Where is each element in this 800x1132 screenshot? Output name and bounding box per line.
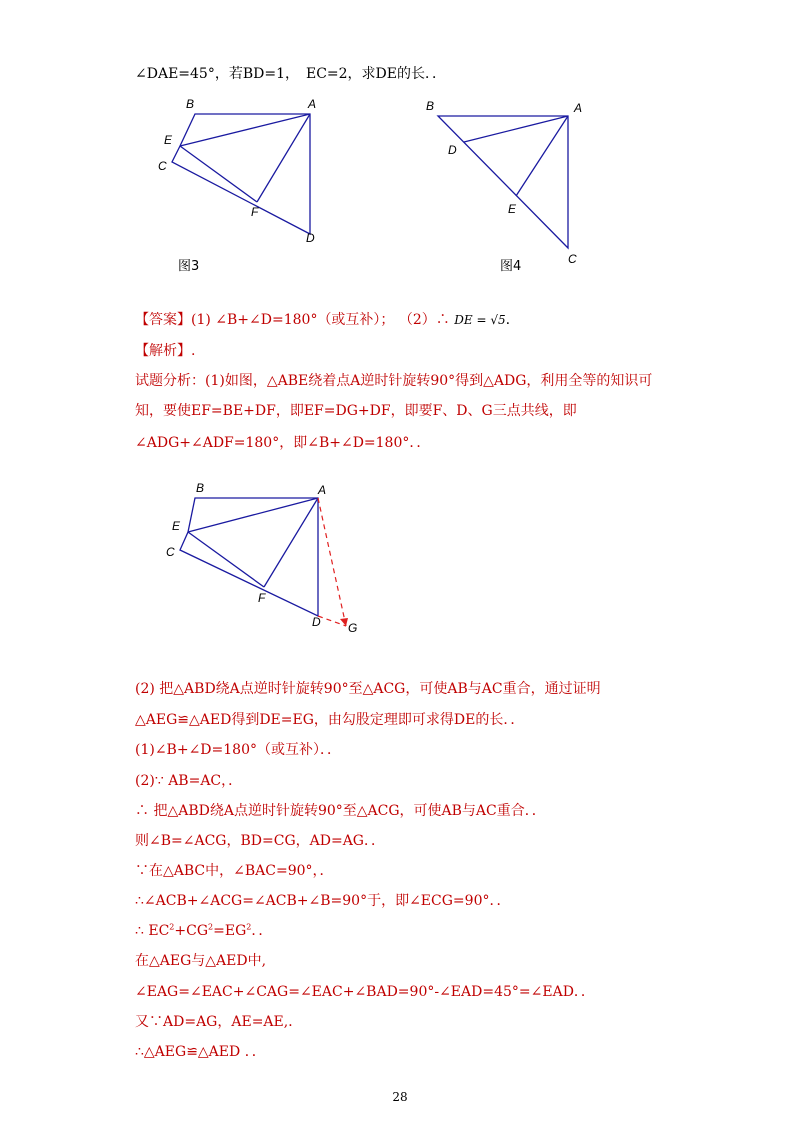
answer-part2-prefix: （2）∴ <box>398 312 450 328</box>
pythagoras-line <box>135 922 272 940</box>
pythag-prefix: ∴ EC <box>135 923 170 939</box>
label-E: E <box>172 519 181 533</box>
solution-line-4: (2)∵ AB=AC，． <box>135 773 243 789</box>
label-D: D <box>306 231 315 245</box>
solution-line-6: 则∠B=∠ACG，BD=CG，AD=AG．． <box>135 833 385 849</box>
label-A: A <box>574 101 583 115</box>
solution2-line-1: 在△AEG与△AED中, <box>135 953 267 969</box>
label-D: D <box>448 143 457 157</box>
figure-5 <box>160 478 390 653</box>
label-E: E <box>164 133 173 147</box>
answer-formula: DE = √5 <box>454 313 506 327</box>
solution-line-7: ∵在△ABC中，∠BAC=90°，． <box>135 863 334 879</box>
label-D: D <box>312 615 321 629</box>
pythag-mid2: =EG <box>213 923 247 939</box>
figure-4-caption: 图4 <box>500 259 522 274</box>
analysis-line-1: 试题分析：(1)如图，△ABE绕着点A逆时针旋转90°得到△ADG，利用全等的知识可 <box>135 373 653 389</box>
answer-suffix: . <box>505 312 511 328</box>
answer-line <box>135 311 510 329</box>
solution-line-8: ∴∠ACB+∠ACG=∠ACB+∠B=90°于，即∠ECG=90°．． <box>135 893 511 909</box>
page-number: 28 <box>392 1090 408 1104</box>
answer-tag: 【答案】 <box>135 312 191 328</box>
solution2-line-3: 又∵AD=AG，AE=AE,． <box>135 1014 303 1030</box>
label-C: C <box>158 159 167 173</box>
solution2-line-4: ∴△AEG≌△AED ．． <box>135 1044 266 1060</box>
analysis-tag: 【解析】. <box>135 343 196 359</box>
figure-3-diagram <box>150 92 350 282</box>
figure-4-diagram <box>418 92 618 282</box>
solution2-line-2: ∠EAG=∠EAC+∠CAG=∠EAC+∠BAD=90°-∠EAD=45°=∠EAD．． <box>135 984 595 1000</box>
label-F: F <box>258 591 266 605</box>
label-A: A <box>308 97 317 111</box>
figure-3 <box>150 92 350 282</box>
analysis-line-2: 知，要使EF=BE+DF，即EF=DG+DF，即要F、D、G三点共线，即 <box>135 403 577 419</box>
problem-text-line: ∠DAE=45°，若BD=1， EC=2，求DE的长．． <box>135 66 446 82</box>
label-C: C <box>166 545 175 559</box>
label-B: B <box>196 481 205 495</box>
solution-line-5: ∴ 把△ABD绕A点逆时针旋转90°至△ACG，可使AB与AC重合．． <box>135 803 546 819</box>
label-A: A <box>318 483 327 497</box>
analysis-line-3: ∠ADG+∠ADF=180°，即∠B+∠D=180°．． <box>135 435 431 451</box>
pythag-sq1: 2 <box>169 922 175 932</box>
solution-line-2: △AEG≌△AED得到DE=EG，由勾股定理即可求得DE的长．． <box>135 712 525 728</box>
pythag-sq3: 2 <box>246 922 252 932</box>
solution-line-3: (1)∠B+∠D=180°（或互补）．． <box>135 742 341 758</box>
label-G: G <box>348 621 358 635</box>
figure-5-diagram <box>160 478 390 653</box>
pythag-mid: +CG <box>174 923 209 939</box>
label-B: B <box>426 99 435 113</box>
label-E: E <box>508 202 517 216</box>
label-B: B <box>186 97 195 111</box>
label-F: F <box>251 205 259 219</box>
answer-part1: (1) ∠B+∠D=180°（或互补）； <box>191 312 395 328</box>
pythag-suffix: ．． <box>251 923 273 939</box>
label-C: C <box>568 252 577 266</box>
figure-4 <box>418 92 618 282</box>
pythag-sq2: 2 <box>208 922 214 932</box>
figure-3-caption: 图3 <box>178 259 200 274</box>
solution-line-1: (2) 把△ABD绕A点逆时针旋转90°至△ACG，可使AB与AC重合，通过证明 <box>135 681 601 697</box>
